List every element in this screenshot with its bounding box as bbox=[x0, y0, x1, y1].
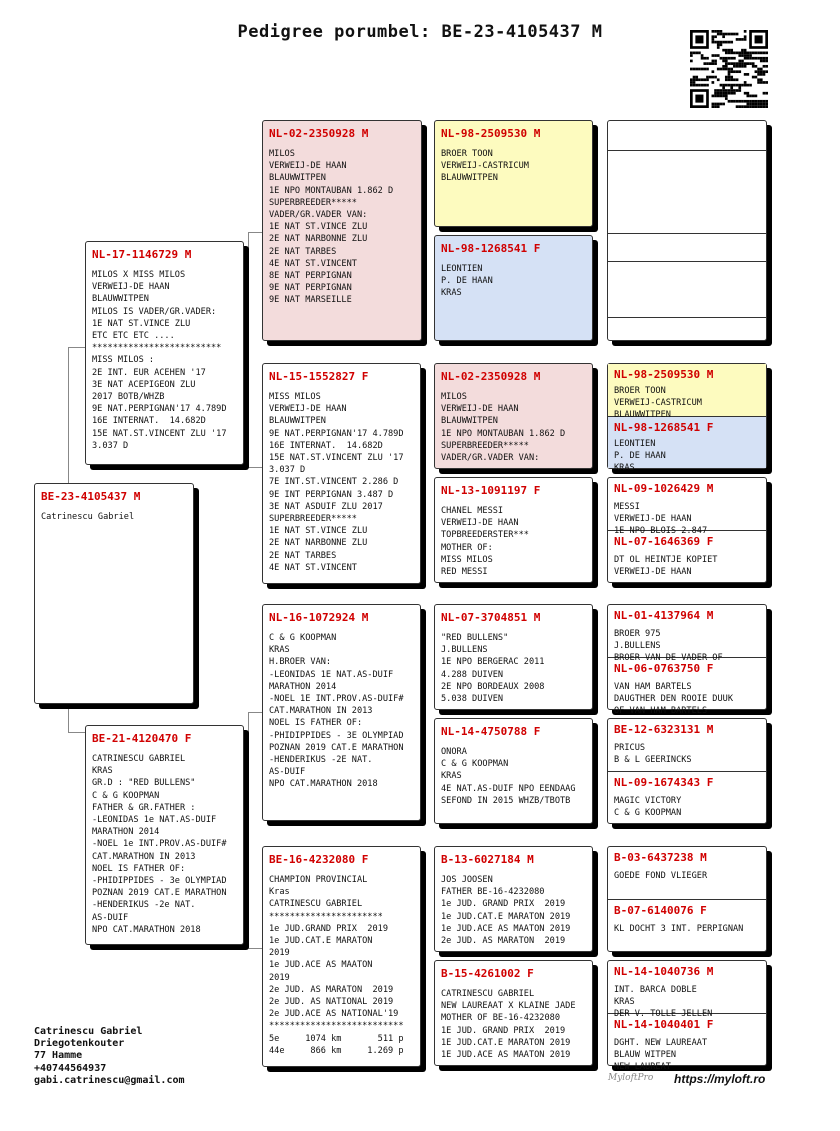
pedigree-card-gen3[interactable] bbox=[434, 477, 593, 583]
pigeon-description: MILOS VERWEIJ-DE HAAN BLAUWWITPEN 1E NPO MONTAUBAN 1.862 D SUPERBREEDER***** VADER/GR.VADER VAN: 1E NAT ST.VINCE ZLU 2E NAT NARBONNE ZLU 2E NAT TARBES 4E NAT ST.VINCENT 8E NAT PERPIGNAN 9E NAT PERPIGNAN 9E NAT MARSEILLE bbox=[269, 149, 394, 306]
pigeon-description: PRICUS B & L GEERINCKS bbox=[614, 743, 692, 766]
ring-number: NL-14-4750788 F bbox=[441, 725, 541, 738]
pigeon-description: JOS JOOSEN FATHER BE-16-4232080 1e JUD. GRAND PRIX 2019 1e JUD.CAT.E MARATON 2019 1e JUD.ACE AS MAATON 2019 2e JUD. AS MARATON 2019 bbox=[441, 875, 571, 947]
ring-number: NL-17-1146729 M bbox=[92, 248, 192, 261]
pigeon-description: MILOS VERWEIJ-DE HAAN BLAUWWITPEN 1E NPO MONTAUBAN 1.862 D SUPERBREEDER***** VADER/GR.VADER VAN: bbox=[441, 392, 566, 464]
ring-number: BE-12-6323131 M bbox=[614, 723, 714, 736]
pigeon-description: "RED BULLENS" J.BULLENS 1E NPO BERGERAC 2011 4.288 DUIVEN 2E NPO BORDEAUX 2008 5.038 DUIVEN bbox=[441, 633, 545, 705]
pigeon-description: INT. BARCA DOBLE KRAS DER V. TOLLE JELLEN bbox=[614, 985, 713, 1020]
connector-line bbox=[68, 347, 85, 348]
pedigree-card-gen3[interactable] bbox=[434, 718, 593, 824]
pigeon-description: CATRINESCU GABRIEL KRAS GR.D : "RED BULLENS" C & G KOOPMAN FATHER & GR.FATHER : -LEONIDAS 1e NAT.AS-DUIF MARATHON 2014 -NOEL 1e INT.PROV.AS-DUIF# CAT.MARATHON IN 2013 NOEL IS FATHER OF: -PHIDIPPIDES - 3e OLYMPIAD POZNAN 2019 CAT.E MARATHON -HENDERIKUS -2e NAT. AS-DUIF NPO CAT.MARATHON 2018 bbox=[92, 754, 227, 935]
pedigree-card-gen4-pair[interactable] bbox=[607, 846, 767, 952]
pedigree-card-subject[interactable] bbox=[34, 483, 194, 704]
ring-number: BE-23-4105437 M bbox=[41, 490, 141, 503]
ring-number: NL-14-1040401 F bbox=[614, 1018, 714, 1031]
pigeon-description: DT OL HEINTJE KOPIET VERWEIJ-DE HAAN bbox=[614, 555, 718, 578]
ring-number: NL-01-4137964 M bbox=[614, 609, 714, 622]
card-divider bbox=[607, 317, 767, 318]
pigeon-description: CHANEL MESSI VERWEIJ-DE HAAN TOPBREEDERSTER*** MOTHER OF: MISS MILOS RED MESSI bbox=[441, 506, 529, 578]
pedigree-card-gen4-pair[interactable] bbox=[607, 718, 767, 824]
pedigree-card-sire[interactable] bbox=[85, 241, 244, 465]
pigeon-description: MESSI VERWEIJ-DE HAAN 1E NPO BLOIS 2.847 bbox=[614, 502, 708, 537]
pedigree-card-gen4[interactable] bbox=[607, 120, 767, 341]
connector-line bbox=[248, 712, 249, 948]
card-divider bbox=[607, 150, 767, 151]
ring-number: NL-07-3704851 M bbox=[441, 611, 541, 624]
pigeon-description: DGHT. NEW LAUREAAT BLAUW WITPEN NEW LAUREAT bbox=[614, 1038, 708, 1073]
ring-number: NL-98-2509530 M bbox=[441, 127, 541, 140]
ring-number: B-03-6437238 M bbox=[614, 851, 707, 864]
pigeon-description: MISS MILOS VERWEIJ-DE HAAN BLAUWWITPEN 9E NAT.PERPIGNAN'17 4.789D 16E INTERNAT. 14.682D 15E NAT.ST.VINCENT ZLU '17 3.037 D 7E INT.ST.VINCENT 2.286 D 9E INT PERPIGNAN 3.487 D 3E NAT ASDUIF ZLU 2017 SUPERBREEDER***** 1E NAT ST.VINCE ZLU 2E NAT NARBONNE ZLU 2E NAT TARBES 4E NAT ST.VINCENT bbox=[269, 392, 404, 573]
pedigree-card-gen3[interactable] bbox=[434, 960, 593, 1066]
ring-number: NL-02-2350928 M bbox=[441, 370, 541, 383]
card-divider bbox=[607, 899, 767, 900]
pedigree-card-gen4-pair[interactable] bbox=[607, 960, 767, 1073]
ring-number: NL-98-1268541 F bbox=[441, 242, 541, 255]
pigeon-description: VAN HAM BARTELS DAUGTHER DEN ROOIE DUUK OF VAN HAM BARTELS bbox=[614, 682, 733, 717]
ring-number: NL-02-2350928 M bbox=[269, 127, 369, 140]
card-divider bbox=[607, 771, 767, 772]
pedigree-card-gen3[interactable] bbox=[434, 235, 593, 341]
pigeon-description: BROER TOON VERWEIJ-CASTRICUM BLAUWWITPEN bbox=[614, 386, 702, 421]
owner-email[interactable]: gabi.catrinescu@gmail.com bbox=[34, 1074, 185, 1086]
ring-number: BE-21-4120470 F bbox=[92, 732, 192, 745]
qr-code-icon bbox=[690, 30, 768, 108]
pigeon-description: ONORA C & G KOOPMAN KRAS 4E NAT.AS-DUIF NPO EENDAAG SEFOND IN 2015 WHZB/TBOTB bbox=[441, 747, 576, 806]
ring-number: NL-09-1674343 F bbox=[614, 776, 714, 789]
owner-phone: +40744564937 bbox=[34, 1062, 107, 1074]
ring-number: NL-98-2509530 M bbox=[614, 368, 714, 381]
ring-number: NL-13-1091197 F bbox=[441, 484, 541, 497]
card-divider bbox=[607, 233, 767, 234]
pigeon-description: LEONTIEN P. DE HAAN KRAS bbox=[614, 439, 666, 474]
myloft-logo: MyloftPro bbox=[608, 1073, 654, 1083]
ring-number: NL-07-1646369 F bbox=[614, 535, 714, 548]
pedigree-card-gen3[interactable] bbox=[434, 363, 593, 469]
pigeon-description: MILOS X MISS MILOS VERWEIJ-DE HAAN BLAUWWITPEN MILOS IS VADER/GR.VADER: 1E NAT ST.VINCE ZLU ETC ETC ETC .... ************************* MISS MILOS : 2E INT. EUR ACEHEN '17 3E NAT ACEPIGEON ZLU 2017 BOTB/WHZB 9E NAT.PERPIGNAN'17 4.789D 16E INTERNAT. 14.682D 15E NAT.ST.VINCENT ZLU '17 3.037 D bbox=[92, 270, 227, 451]
page-title: Pedigree porumbel: BE-23-4105437 M bbox=[237, 22, 603, 42]
owner-street: Driegotenkouter bbox=[34, 1038, 125, 1050]
ring-number: NL-09-1026429 M bbox=[614, 482, 714, 495]
ring-number: NL-14-1040736 M bbox=[614, 965, 714, 978]
ring-number: NL-06-0763750 F bbox=[614, 662, 714, 675]
connector-line bbox=[248, 948, 262, 949]
ring-number: B-15-4261002 F bbox=[441, 967, 534, 980]
connector-line bbox=[248, 232, 249, 467]
pedigree-card-gen4-pair[interactable] bbox=[607, 477, 767, 583]
pigeon-description: CHAMPION PROVINCIAL Kras CATRINESCU GABRIEL ********************** 1e JUD.GRAND PRIX 2019 1e JUD.CAT.E MARATON 2019 1e JUD.ACE AS MAATON 2019 2e JUD. AS MARATON 2019 2e JUD. AS NATIONAL 2019 2e JUD.ACE AS NATIONAL'19 ************************** 5e 1074 km 511 p 44e 866 km 1.269 p bbox=[269, 875, 404, 1056]
pigeon-description: LEONTIEN P. DE HAAN KRAS bbox=[441, 264, 493, 299]
pedigree-card-gen4-pair[interactable] bbox=[607, 604, 767, 717]
pedigree-card-gen3[interactable] bbox=[434, 604, 593, 710]
connector-line bbox=[248, 232, 262, 233]
ring-number: B-13-6027184 M bbox=[441, 853, 534, 866]
pigeon-description: BROER TOON VERWEIJ-CASTRICUM BLAUWWITPEN bbox=[441, 149, 529, 184]
owner-contact bbox=[34, 1026, 185, 1087]
pedigree-card-dam-sire[interactable] bbox=[262, 604, 421, 821]
owner-city: 77 Hamme bbox=[34, 1050, 83, 1062]
pedigree-card-dam-dam[interactable] bbox=[262, 846, 421, 1067]
pedigree-card-dam[interactable] bbox=[85, 725, 244, 945]
pedigree-card-gen3[interactable] bbox=[434, 120, 593, 227]
pedigree-card-gen3[interactable] bbox=[434, 846, 593, 952]
owner-name: Catrinescu Gabriel bbox=[34, 1026, 143, 1037]
pedigree-card-sire-sire[interactable] bbox=[262, 120, 422, 341]
pigeon-description: Catrinescu Gabriel bbox=[41, 512, 135, 522]
ring-number: BE-16-4232080 F bbox=[269, 853, 369, 866]
pigeon-description: BROER 975 J.BULLENS BROER VAN DE VADER OF bbox=[614, 629, 723, 664]
connector-line bbox=[68, 732, 85, 733]
pigeon-description: GOEDE FOND VLIEGER bbox=[614, 871, 708, 881]
ring-number: NL-98-1268541 F bbox=[614, 421, 714, 434]
ring-number: NL-16-1072924 M bbox=[269, 611, 369, 624]
pigeon-description: MAGIC VICTORY C & G KOOPMAN bbox=[614, 796, 682, 819]
pedigree-card-gen4-pair[interactable] bbox=[607, 363, 767, 474]
connector-line bbox=[248, 467, 262, 468]
pigeon-description: CATRINESCU GABRIEL NEW LAUREAAT X KLAINE JADE MOTHER OF BE-16-4232080 1E JUD. GRAND PRIX 2019 1E JUD.CAT.E MARATON 2019 1E JUD.ACE AS MAATON 2019 bbox=[441, 989, 576, 1061]
card-divider bbox=[607, 261, 767, 262]
ring-number: NL-15-1552827 F bbox=[269, 370, 369, 383]
pedigree-card-sire-dam[interactable] bbox=[262, 363, 421, 584]
ring-number: B-07-6140076 F bbox=[614, 904, 707, 917]
website-link[interactable]: https://myloft.ro bbox=[674, 1072, 766, 1086]
pigeon-description: KL DOCHT 3 INT. PERPIGNAN bbox=[614, 924, 744, 934]
pigeon-description: C & G KOOPMAN KRAS H.BROER VAN: -LEONIDAS 1E NAT.AS-DUIF MARATHON 2014 -NOEL 1E INT.PROV.AS-DUIF# CAT.MARATHON IN 2013 NOEL IS FATHER OF: -PHIDIPPIDES - 3E OLYMPIAD POZNAN 2019 CAT.E MARATHON -HENDERIKUS -2E NAT. AS-DUIF NPO CAT.MARATHON 2018 bbox=[269, 633, 404, 790]
connector-line bbox=[248, 712, 262, 713]
